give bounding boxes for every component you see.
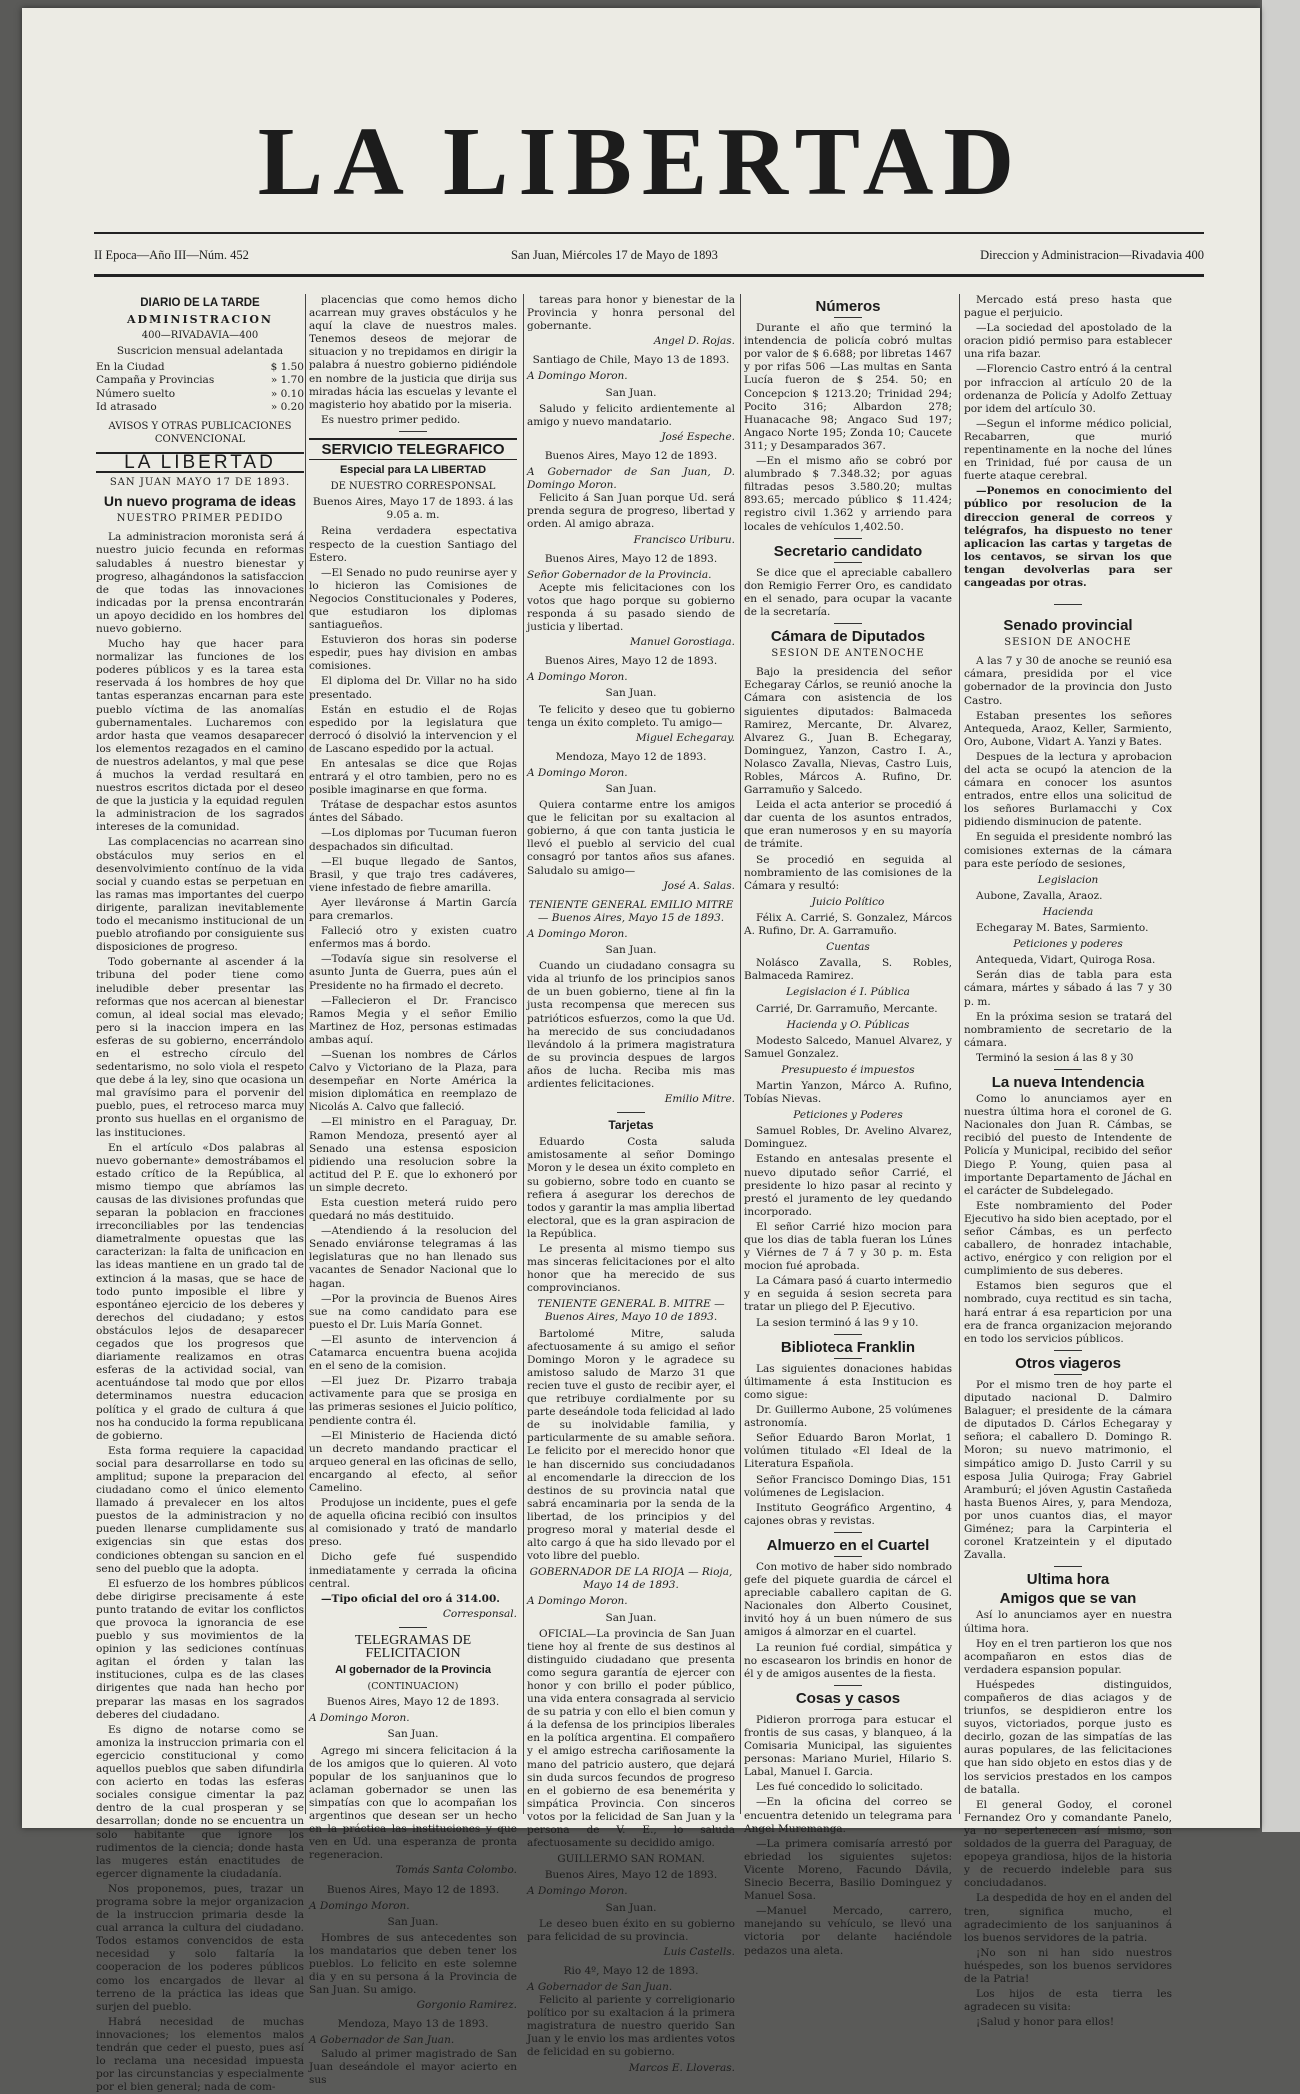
- section-title: Biblioteca Franklin: [780, 1338, 916, 1356]
- telegram: Mendoza, Mayo 13 de 1893. A Gobernador de San Juan. Saludo al primer magistrado de San Juan deseándole el mayor acierto en sus: [309, 2018, 517, 2086]
- paragraph: Los hijos de esta tierra les agradecen su visita:: [964, 1988, 1172, 2014]
- box-title: LA LIBERTAD: [96, 452, 304, 473]
- paragraph: placencias que como hemos dicho acarrean muy graves obstáculos y he aquí la clave de nuestros males. Tenemos deseos de mejorar de situacion y no trepidamos en dirigir la palabra á nuestro gobierno pidiéndole en nombre de la justicia que dirija sus miradas hácia las escuelas y levante el magisterio hoy abatido por la miseria.: [309, 294, 517, 411]
- separator: [834, 1556, 862, 1557]
- news-item: Esta cuestion meterá ruido pero quedará no más destituido.: [309, 1197, 517, 1223]
- issue-date: San Juan, Miércoles 17 de Mayo de 1893: [511, 248, 718, 262]
- separator: [834, 1532, 862, 1533]
- news-item: Trátase de despachar estos asuntos ántes del Sábado.: [309, 799, 517, 825]
- paragraph: Señor Eduardo Baron Morlat, 1 volúmen titulado «El Ideal de la Literatura Española.: [744, 1432, 952, 1471]
- news-item: Están en estudio el de Rojas espedido por la legislatura que derrocó ó disolvió la intervencion y el de Lascano espedido por la actual.: [309, 703, 517, 755]
- telegram-date: Buenos Aires, Mayo 17 de 1893. á las 9.05 a. m.: [312, 496, 514, 522]
- section-title: Cosas y casos: [795, 1689, 901, 1707]
- paragraph: ¡Salud y honor para ellos!: [976, 2016, 1115, 2029]
- column-divider: [305, 294, 306, 1814]
- section-title: TELEGRAMAS DE FELICITACION: [354, 1632, 472, 1661]
- paragraph: Hoy en el tren partieron los que nos acompañaron en estos dias de verdadera espansion popular.: [964, 1637, 1172, 1676]
- section-subtitle: SESION DE ANOCHE: [1004, 637, 1132, 649]
- separator: [399, 431, 427, 432]
- separator: [834, 1685, 862, 1686]
- telegram: GOBERNADOR DE LA RIOJA — Rioja, Mayo 14 de 1893. A Domingo Moron. San Juan. OFICIAL—La provincia de San Juan tiene hoy al frente de sus destinos al distinguido ciudadano que presenta como segura garantía de ejercer con honor y con brillo el poder público, una vida entera consagrada al servicio de su patria y con ello el bien comun y á la defensa de los principios liberales en la política argentina. El compañero y el amigo estrecha cariñosamente la mano del patricio austero, que dejará sin duda surcos fecundos de progreso en el gobierno de esa benemérita y simpática Provincia. Con sinceros votos por la felicidad de San Juan y la persona de V. E., lo saluda afectuosamente su decidido amigo. GUILLERMO SAN ROMAN.: [527, 1566, 735, 1866]
- section-subtitle: Especial para LA LIBERTAD: [339, 464, 487, 477]
- price-row: Id atrasado » 0.20: [96, 400, 304, 413]
- column-divider: [740, 294, 741, 1814]
- paragraph: La sesion terminó á las 9 y 10.: [756, 1316, 919, 1329]
- paragraph: La administracion moronista será á nuestro juicio fecunda en reformas saludables á nuestro bienestar y progreso, alhagándonos la satisfaccion de que todas las innovaciones indicadas por la prensa encontrarán un apoyo decidido en los hombres del nuevo gobierno.: [96, 531, 304, 635]
- commission-members: Nolásco Zavalla, S. Robles, Balmaceda Ramirez.: [744, 957, 952, 983]
- section-subtitle: SESION DE ANTENOCHE: [771, 648, 925, 660]
- news-item: Estuvieron dos horas sin poderse espedir, pues hay division en ambas comisiones.: [309, 634, 517, 673]
- news-item: —Fallecieron el Dr. Francisco Ramos Megia y el señor Emilio Martinez de Hoz, personas estimadas ambas aquí.: [309, 994, 517, 1046]
- commission-name: Cuentas: [826, 941, 870, 954]
- paragraph: Se procedió en seguida al nombramiento de las comisiones de la Cámara y resultó:: [744, 853, 952, 892]
- paragraph: —En la oficina del correo se encuentra detenido un telegrama para Angel Muremanga.: [744, 1796, 952, 1835]
- commission-members: Modesto Salcedo, Manuel Alvarez, y Samuel Gonzalez.: [744, 1034, 952, 1060]
- telegram: TENIENTE GENERAL EMILIO MITRE — Buenos Aires, Mayo 15 de 1893. A Domingo Moron. San Juan. Cuando un ciudadano consagra su vida al triunfo de los principios sanos de un buen gobierno, tiene al fin la justa recompensa que merecen sus patrióticos esfuerzos, como la que Ud. ha merecido de sus conciudadanos llevándolo á la primera magistratura de su provincia despues de largos años de lucha. Reciba mis mas ardientes felicitaciones. Emilio Mitre.: [527, 898, 735, 1106]
- paragraph: Así lo anunciamos ayer en nuestra última hora.: [964, 1609, 1172, 1635]
- separator: [1054, 1566, 1082, 1567]
- subheadline: NUESTRO PRIMER PEDIDO: [116, 513, 284, 525]
- paragraph: Mercado está preso hasta que pague el perjuicio.: [964, 294, 1172, 320]
- paragraph: Este nombramiento del Poder Ejecutivo ha sido bien aceptado, por el señor Cámbas, es un perfecto caballero, de honradez intachable, activo, enérgico y con religion por el cumplimiento de sus deberes.: [964, 1199, 1172, 1278]
- news-item: —El asunto de intervencion á Catamarca encuentra buena acojida en el seno de la comision.: [309, 1333, 517, 1373]
- commission-members: Echegaray M. Bates, Sarmiento.: [976, 922, 1149, 935]
- telegram: Mendoza, Mayo 12 de 1893. A Domingo Moron. San Juan. Quiera contarme entre los amigos que le felicitan por su exaltacion al gobierno, á que con tanta justicia le llevó el pueblo al servicio del cual consagró por tantos años sus afanes. Saludalo su amigo— José A. Salas.: [527, 750, 735, 892]
- separator: [617, 1112, 645, 1113]
- separator: [834, 317, 862, 318]
- news-item: —El ministro en el Paraguay, Dr. Ramon Mendoza, presentó ayer al Senado una estensa esposicion pidiendo una resolucion sobre la actitud del P. E. que lo exhoneró por un simple decreto.: [309, 1116, 517, 1194]
- issue-number: II Epoca—Año III—Núm. 452: [94, 248, 249, 262]
- section-subtitle: Al gobernador de la Provincia: [335, 1664, 491, 1677]
- column-4: [744, 294, 952, 1957]
- paragraph: Terminó la sesion á las 8 y 30: [976, 1051, 1134, 1064]
- paragraph: Durante el año que terminó la intendencia de policía cobró multas por valor de $ 6.688; por libretas 1467 y por rifas 506 —Las multas en Santa Lucía fueron de $ 254. 50; en Concepcion $ 1213.20; Trinidad 294; Pocito 316; Albardon 278; Huanacache 98; Angaco Sud 197; Angaco Norte 195; Zonda 10; Caucete 311; y Desamparados 367.: [744, 322, 952, 452]
- commission-name: Peticiones y Poderes: [793, 1109, 903, 1122]
- telegram: Buenos Aires, Mayo 12 de 1893. A Domingo Moron. San Juan. Le deseo buen éxito en su gobierno para felicidad de su provincia. Luis Castells.: [527, 1869, 735, 1958]
- news-item: Dicho gefe fué suspendido inmediatamente y cerrada la oficina central.: [309, 1551, 517, 1590]
- news-item: Produjose un incidente, pues el gefe de aquella oficina recibió con insultos al comisionado y trató de mandarlo preso.: [309, 1497, 517, 1549]
- adjacent-page-edge: [1262, 0, 1300, 1832]
- signature: Corresponsal.: [442, 1607, 517, 1620]
- paragraph: Dr. Guillermo Aubone, 25 volúmenes astronomía.: [744, 1404, 952, 1430]
- news-item: —El Senado no pudo reunirse ayer y lo hicieron las Comisiones de Negocios Constitucionales y Poderes, que estudiaron los diplomas santiagueños.: [309, 566, 517, 632]
- diario-label: DIARIO DE LA TARDE: [140, 297, 260, 309]
- separator: [834, 538, 862, 539]
- section-title: Secretario candidato: [773, 542, 923, 560]
- separator: [1054, 1069, 1082, 1070]
- section-title: Amigos que se van: [999, 1590, 1137, 1608]
- commission-members: Carrié, Dr. Garramuño, Mercante.: [756, 1002, 938, 1015]
- section-title: La nueva Intendencia: [991, 1073, 1145, 1091]
- paragraph: Es digno de notarse como se amoniza la instruccion primaria con el egercicio constitucional y como aquellos pueblos que saben difundirla con acierto en todas las esferas sociales consigue cimentar la paz dentro de la cual prosperan y se desarrollan; donde no se encuentra un solo habitante que ignore los rudimentos de la ciencia; donde hasta las mugeres están enactitudes de egercer dignamente la ciudadanía.: [96, 1723, 304, 1880]
- separator: [1054, 604, 1082, 605]
- section-subtitle: DE NUESTRO CORRESPONSAL: [330, 481, 496, 493]
- telegram: Buenos Aires, Mayo 12 de 1893. A Domingo Moron. San Juan. Agrego mi sincera felicitacion á la de los amigos que lo quieren. Al voto popular de los sanjuaninos que lo aclaman gobernador se unen las simpatías con que lo acompañan los argentinos que desean ser un hecho en la práctica las instituciones y que ven en Ud. una esperanza de pronta regeneracion. Tomás Santa Colombo.: [309, 1696, 517, 1877]
- paragraph: Mucho hay que hacer para normalizar las funciones de los poderes públicos y es la tarea esta reservada á los hombres de hoy que tantas esperanzas encarnan para este pueblo víctima de las anomalías gubernamentales. Lucharemos con ardor hasta que veamos desaparecer los elementos rezagados en el camino de nuestros adelantos, y mal que pese á muchos la verdad resultará en nuestros escritos dictada por el deseo de que la justicia y la equidad regulen la administracion de los sagrados intereses de la comunidad.: [96, 638, 304, 834]
- paragraph: —Manuel Mercado, carrero, manejando su vehículo, se llevó una victoria por delante haciéndole pedazos una aleta.: [744, 1905, 952, 1957]
- paragraph: Despues de la lectura y aprobacion del acta se ocupó la atencion de la cámara en conocer los asuntos entrados, entre ellos una solicitud de los señores Burlamacchi y Cox pidiendo disminucion de patente.: [964, 750, 1172, 829]
- commission-name: Hacienda: [1042, 905, 1094, 918]
- paragraph: El general Godoy, el coronel Fernandez Oro y comandante Panelo, ya no sepertenecen así mismo, son soldados de la guerra del Paraguay, de epopeya grandiosa, hijos de la historia y de recuerdo indeleble para sus conciudadanos.: [964, 1798, 1172, 1890]
- paragraph: El esfuerzo de los hombres públicos debe dirigirse precisamente á este punto tratando de evitar los conflictos que provoca la ignorancia de ese pueblo y sus movimientos de la opinion y las sediciones contínuas agitan el órden y talan las instituciones, culpa es de las clases dirigentes que nada han hecho por preparar las masas en los sagrados deberes del ciudadano.: [96, 1577, 304, 1721]
- commission-members: Aubone, Zavalla, Araoz.: [976, 889, 1103, 902]
- commission-members: Antequeda, Vidart, Quiroga Rosa.: [976, 954, 1156, 967]
- paragraph: Señor Francisco Domingo Dias, 151 volúmenes de Legislacion.: [744, 1473, 952, 1499]
- telegram: tareas para honor y bienestar de la Provincia y honra personal del gobernante. Angel D. Rojas.: [527, 294, 735, 348]
- commission-name: Legislacion é I. Pública: [786, 986, 910, 999]
- box-date: SAN JUAN MAYO 17 DE 1893.: [109, 477, 291, 489]
- commission-name: Juicio Político: [811, 895, 885, 908]
- telegram: Rio 4º, Mayo 12 de 1893. A Gobernador de San Juan. Felicito al pariente y correligionario político por su exaltacion á la primera magistratura de nuestro querido San Juan y le envio los mas ardientes votos de felicidad en su gobierno. Marcos E. Lloveras.: [527, 1964, 735, 2074]
- section-title: Senado provincial: [1003, 617, 1133, 635]
- paragraph: A las 7 y 30 de anoche se reunió esa cámara, presidida por el vice gobernador de la provincia don Justo Castro.: [964, 655, 1172, 707]
- commission-name: Presupuesto é impuestos: [781, 1063, 915, 1076]
- paragraph: Eduardo Costa saluda amistosamente al señor Domingo Moron y le desea un éxito completo en su gobierno, sobre todo en cuanto se refiera á asegurar los derechos de todos y garantir la mas amplia libertad electoral, que es la gran aspiracion de la República.: [527, 1136, 735, 1240]
- section-title: Ultima hora: [1026, 1571, 1110, 1589]
- news-item: —Atendiendo á la resolucion del Senado enviáronse telegramas á las legislaturas que no han llenado sus vacantes de Senador Nacional que lo hagan.: [309, 1225, 517, 1290]
- column-5: [964, 294, 1172, 2029]
- telegram: Buenos Aires, Mayo 12 de 1893. A Gobernador de San Juan, D. Domingo Moron. Felicito á San Juan porque Ud. será prenda segura de progreso, libertad y orden. Al amigo abraza. Francisco Uriburu.: [527, 449, 735, 546]
- paragraph: Las siguientes donaciones habidas últimamente á esta Institucion es como sigue:: [744, 1362, 952, 1401]
- paragraph: Se dice que el apreciable caballero don Remigio Ferrer Oro, es candidato en el senado, para ocupar la vacante de la secretaría.: [744, 566, 952, 618]
- paragraph: Esta forma requiere la capacidad social para desarrollarse en todo su amplitud; supone la preparacion del ciudadano como el único elemento llamado á prevalecer en los altos puestos de la administracion y no pueden llenarse cumplidamente sus exigencias sin que estas dos condiciones obtengan su sancion en el seno del pueblo que la adopta.: [96, 1444, 304, 1575]
- paragraph: —La primera comisaría arrestó por ebriedad los siguientes sujetos: Vicente Moreno, Facundo Dávila, Sinecio Becerra, Basilio Dominguez y Manuel Sosa.: [744, 1837, 952, 1903]
- paragraph: Todo gobernante al ascender á la tribuna del poder tiene como ineludible deber presentar las reformas que nos acercan al bienestar comun, al ideal social mas elevado; pero si la inaccion impera en las esferas de su gobierno, encerrándolo en el estrecho círculo del sedentarismo, no solo viola el respeto que debe á la ley, sino que ocasiona un mal gravísimo para el porvenir del pueblo, pues, el retroceso marca muy pronto sus huellas en el organismo de las instituciones.: [96, 956, 304, 1139]
- paragraph: Le presenta al mismo tiempo sus mas sinceras felicitaciones por el alto honor que ha merecido de sus comprovincianos.: [527, 1243, 735, 1295]
- newspaper-page: [22, 8, 1260, 2094]
- paragraph: Bajo la presidencia del señor Echegaray Cárlos, se reunió anoche la Cámara con asistencia de los siguientes diputados: Balmaceda Ramirez, Mercante, Dr. Alvarez, Alvarez G., Juan B. Echegaray, Dominguez, Yanzon, Castro I. A., Nolasco Zavalla, Nievas, Castro Luis, Robles, Márcos A. Rufino, Dr. Garramuño y Salcedo.: [744, 666, 952, 797]
- telegram: Buenos Aires, Mayo 12 de 1893. A Domingo Moron. San Juan. Te felicito y deseo que tu gobierno tenga un éxito completo. Tu amigo— Miguel Echegaray.: [527, 655, 735, 744]
- separator: [834, 1358, 862, 1359]
- address: Direccion y Administracion—Rivadavia 400: [980, 248, 1204, 262]
- column-divider: [523, 294, 524, 1814]
- paragraph: Instituto Geográfico Argentino, 4 cajones obras y revistas.: [744, 1501, 952, 1527]
- paragraph: —Ponemos en conocimiento del público por resolucion de la direccion general de correos y telégrafos, ha dispuesto no tener aplicacion las cartas y targetas de los centavos, se sirvan los que tengan devolverlas para ser cangeadas por otras.: [964, 485, 1172, 589]
- column-2: [309, 294, 517, 2086]
- section-title: SERVICIO TELEGRAFICO: [309, 438, 517, 460]
- section-title: Cámara de Diputados: [770, 628, 926, 646]
- header-rule: [94, 274, 1204, 277]
- telegram: Buenos Aires, Mayo 12 de 1893. A Domingo Moron. San Juan. Hombres de sus antecedentes son los mandatarios que deben tener los pueblos. Lo felicito en este solemne dia y en su persona á la Provincia de San Juan. Su amigo. Gorgonio Ramirez.: [309, 1883, 517, 2012]
- news-item: —Suenan los nombres de Cárlos Calvo y Victoriano de la Plaza, para desempeñar en Norte América la mision diplomática en reemplazo de Nicolás A. Calvo que falleció.: [309, 1048, 517, 1114]
- paragraph: Como lo anunciamos ayer en nuestra última hora el coronel de G. Nacionales don Juan R. Cámbas, se recibió del puesto de Intendente de Policía y Municipal, recibido del señor Diego P. Young, quien pasa al importante Departamento de Jáchal en el carácter de Subdelegado.: [964, 1093, 1172, 1197]
- avisos-label: AVISOS Y OTRAS PUBLICACIONES CONVENCIONAL: [108, 420, 292, 445]
- section-title: Números: [815, 298, 881, 315]
- section-title: Tarjetas: [608, 1118, 654, 1133]
- news-item: —El juez Dr. Pizarro trabaja activamente para que se prosiga en las primeras sesiones el Juicio político, pendiente contra él.: [309, 1375, 517, 1427]
- admin-address: 400—RIVADAVIA—400: [141, 330, 259, 342]
- news-item: —Todavía sigue sin resolverse el asunto Junta de Guerra, pues aún el Presidente no ha firmado el decreto.: [309, 953, 517, 992]
- paragraph: La Cámara pasó á cuarto intermedio y en seguida á sesion secreta para tratar un pliego del P. Ejecutivo.: [744, 1275, 952, 1314]
- paragraph: Huéspedes distinguidos, compañeros de dias aciagos y de triunfos, se despidieron entre los suyos, victoriados, porque justo es decirlo, gozan de las simpatías de las auras populares, de las felicitaciones que han sido objeto en estos dias y de los servicios prestados en los campos de batalla.: [964, 1678, 1172, 1796]
- telegram: TENIENTE GENERAL B. MITRE — Buenos Aires, Mayo 10 de 1893. Bartolomé Mitre, saluda afectuosamente á su amigo el señor Domingo Moron y le agradece su amistoso saludo de Marzo 31 que recien tuve el gusto de recibir ayer, el que retribuye cordialmente por su parte deseándole toda felicidad al lado de su inolvidable familia, y particularmente de su amable señora. Le felicito por el merecido honor que le han discernido sus conciudadanos al encomendarle la direccion de los destinos de su provincia natal que sabrá encaminaria por la senda de la libertad, de los principios y del progreso moral y material desde el alto cargo á que ha sido llevado por el voto libre del pueblo.: [527, 1298, 735, 1563]
- paragraph: ¡No son ni han sido nuestros huéspedes, son los buenos servidores de la Patria!: [964, 1946, 1172, 1985]
- news-item: —Los diplomas por Tucuman fueron despachados sin dificultad.: [309, 827, 517, 853]
- headline: Un nuevo programa de ideas: [103, 493, 297, 510]
- paragraph: Estaban presentes los señores Antequeda, Araoz, Keller, Sarmiento, Oro, Aubone, Vidart A. Yanzi y Bates.: [964, 709, 1172, 748]
- paragraph: Nos proponemos, pues, trazar un programa sobre la mejor organizacion de la instruccion primaria desde la cual arranca la cultura del ciudadano. Todos estamos convencidos de esta necesidad y solo faltaría la cooperacion de los poderes públicos como los encargados de llevar al terreno de la práctica las ideas que surjen del pueblo.: [96, 1882, 304, 2013]
- paragraph: La despedida de hoy en el anden del tren, significa mucho, el agradecimiento de los sanjuaninos á los buenos servidores de la patria.: [964, 1892, 1172, 1944]
- separator: [834, 1334, 862, 1335]
- separator: [834, 1709, 862, 1710]
- price-table: [96, 361, 304, 413]
- news-item: Reina verdadera espectativa respecto de la cuestion Santiago del Estero.: [309, 525, 517, 564]
- paragraph: Les fué concedido lo solicitado.: [756, 1781, 923, 1794]
- paragraph: La reunion fué cordial, simpática y no escasearon los brindis en honor de él y de amigos ausentes de la fiesta.: [744, 1641, 952, 1680]
- paragraph: En el artículo «Dos palabras al nuevo gobernante» demostrábamos el estado crítico de la República, al mismo tiempo que abríamos las causas de las divisiones profundas que separan la poblacion en fracciones irreconciliables por las tendencias diametralmente opuestas que las caracterizan: la falta de unificacion en las ideas mantiene en un grado tal de extincion á la masas, que se hace de todo punto imposible el libre y espontáneo ejercicio de los deberes y derechos del ciudadano; y estos obstáculos lejos de desaparecer cegados que los progresos que diariamente realizamos en otras esferas de la actividad social, van acentuándose tal modo que por ellos determinamos nuestra educacion política y el grado de cultura á que nos ha conducido la forma republicana de gobierno.: [96, 1141, 304, 1442]
- section-title: Otros viageros: [1015, 1354, 1121, 1372]
- subscription-title: Suscricion mensual adelantada: [116, 345, 284, 358]
- separator: [834, 623, 862, 624]
- admin-label: ADMINISTRACION: [127, 313, 273, 327]
- commission-members: Félix A. Carrié, S. Gonzalez, Márcos A. Rufino, Dr. A. Garramuño.: [744, 911, 952, 938]
- news-item: —Por la provincia de Buenos Aires sue na como candidato para ese puesto el Dr. Luis María Gonnet.: [309, 1292, 517, 1331]
- paragraph: Leida el acta anterior se procedió á dar cuenta de los asuntos entrados, que eran numerosos y en su mayoría de trámite.: [744, 799, 952, 851]
- paragraph: —La sociedad del apostolado de la oracion pidió permiso para establecer una rifa bazar.: [964, 322, 1172, 361]
- section-title: Almuerzo en el Cuartel: [766, 1536, 930, 1554]
- paragraph: Las complacencias no acarrean sino obstáculos muy serios en el desenvolvimiento contínuo de la vida social y cuando estas se perpetuan en las ramas mas importantes del cuerpo dirigente, paralizan inevitablemente todo el mecanismo institucional de un pueblo atrofiando por consiguiente sus disposiciones de progreso.: [96, 836, 304, 954]
- commission-name: Hacienda y O. Públicas: [786, 1018, 910, 1031]
- price-row: Campaña y Provincias » 1.70: [96, 374, 304, 387]
- telegram: Buenos Aires, Mayo 12 de 1893. Señor Gobernador de la Provincia. Acepte mis felicitaciones con los votos que hago porque su gobierno responda á su pasado siendo de justicia y libertad. Manuel Gorostiaga.: [527, 552, 735, 649]
- column-1: [96, 294, 304, 2094]
- news-item: Falleció otro y existen cuatro enfermos mas á bordo.: [309, 925, 517, 951]
- paragraph: Habrá necesidad de muchas innovaciones; los elementos malos tendrán que ceder el puesto, pues así lo reclama una necesidad impuesta por las circunstancias y especialmente por el bien general; nada de com-: [96, 2015, 304, 2094]
- paragraph: Pidieron prorroga para estucar el frontis de sus casas, y blanqueo, á la Comisaria Municipal, las siguientes personas: Mariano Muriel, Hilario S. Labal, Manuel I. Garcia.: [744, 1713, 952, 1779]
- news-item: —El Ministerio de Hacienda dictó un decreto mandando practicar el arqueo general en las oficinas de sello, encargando al efecto, al señor Camelino.: [309, 1429, 517, 1494]
- news-item: Ayer lleváronse á Martin García para cremarlos.: [309, 896, 517, 923]
- news-item: —Tipo oficial del oro á 314.00.: [321, 1592, 500, 1605]
- paragraph: En la próxima sesion se tratará del nombramiento de secretario de la cámara.: [964, 1010, 1172, 1049]
- masthead-title: LA LIBERTAD: [257, 108, 1025, 216]
- news-item: —El buque llegado de Santos, Brasil, y que trajo tres cadáveres, viene infestado de fiebre amarilla.: [309, 855, 517, 894]
- separator: [1054, 1374, 1082, 1375]
- commission-members: Martin Yanzon, Márco A. Rufino, Tobías Nievas.: [744, 1079, 952, 1106]
- paragraph: En seguida el presidente nombró las comisiones externas de la cámara para este período de sesiones,: [964, 831, 1172, 870]
- continuation-label: (CONTINUACION): [367, 1681, 459, 1693]
- commission-members: Samuel Robles, Dr. Avelino Alvarez, Dominguez.: [744, 1125, 952, 1151]
- masthead-rule: [94, 232, 1204, 234]
- column-divider: [959, 294, 960, 1814]
- paragraph: Por el mismo tren de hoy parte el diputado nacional D. Dalmiro Balaguer; el presidente de la cámara de diputados D. Cárlos Echegaray y señora; el caballero D. Domingo R. Moron; su nuevo matrimonio, el simpático amigo D. Justo Carril y su esposa Julia Quiroga; Fray Gabriel Aramburú; el jóven Agustin Castañeda hasta Buenos Aires, y, para Mendoza, por unos cuantos dias, el mayor Giménez; para la Carpinteria el coronel Kratzeintein y el diputado Zavalla.: [964, 1378, 1172, 1562]
- news-item: El diploma del Dr. Villar no ha sido presentado.: [309, 675, 517, 701]
- paragraph: —En el mismo año se cobró por alumbrado $ 7.348.32; por aguas filtradas pesos 3.580.20; multas 893.65; mercado público $ 11.424; registro civil 1.362 y arriendo para locales de vehículos 1,402.50.: [744, 455, 952, 533]
- paragraph: —Florencio Castro entró á la central por infraccion al artículo 20 de la ordenanza de Policía y Adolfo Zettuay por idem del artículo 30.: [964, 363, 1172, 415]
- price-row: En la Ciudad $ 1.50: [96, 361, 304, 374]
- separator: [1054, 1350, 1082, 1351]
- separator: [399, 1627, 427, 1628]
- price-row: Número suelto » 0.10: [96, 387, 304, 400]
- paragraph: Serán dias de tabla para esta cámara, mártes y sábado á las 7 y 30 p. m.: [964, 969, 1172, 1008]
- paragraph: Estando en antesalas presente el nuevo diputado señor Carrié, el presidente lo hizo pasar al recinto y prestó el juramento de ley quedando incorporado.: [744, 1153, 952, 1218]
- commission-name: Legislacion: [1037, 873, 1099, 886]
- column-3: [527, 294, 735, 2074]
- telegram: Santiago de Chile, Mayo 13 de 1893. A Domingo Moron. San Juan. Saludo y felicito ardientemente al amigo y nuevo mandatario. José Espeche.: [527, 354, 735, 443]
- paragraph: Es nuestro primer pedido.: [321, 413, 461, 426]
- paragraph: Estamos bien seguros que el nombrado, cuya rectitud es sin tacha, hará entrar á esa reparticion por una era de franca organizacion mejorando en todo los servicios públicos.: [964, 1280, 1172, 1345]
- paragraph: Con motivo de haber sido nombrado gefe del piquete guardia de cárcel el apreciable caballero capitan de G. Nacionales don Alberto Cousinet, invitó hoy á un buen número de sus amigos á almorzar en el cuartel.: [744, 1560, 952, 1639]
- paragraph: El señor Carrié hizo mocion para que los dias de tabla fueran los Lúnes y Viérnes de 7 á 7 y 30 p. m. Esta mocion fué aprobada.: [744, 1220, 952, 1273]
- commission-name: Peticiones y poderes: [1013, 938, 1123, 951]
- news-item: En antesalas se dice que Rojas entrará y el otro tambien, pero no es posible imaginarse en que forma.: [309, 758, 517, 797]
- dateline: [94, 248, 1204, 268]
- paragraph: —Segun el informe médico policial, Recabarren, que murió repentinamente en la noche del lúnes en Trinidad, fué por causa de un fuerte ataque cerebral.: [964, 417, 1172, 483]
- separator: [834, 562, 862, 563]
